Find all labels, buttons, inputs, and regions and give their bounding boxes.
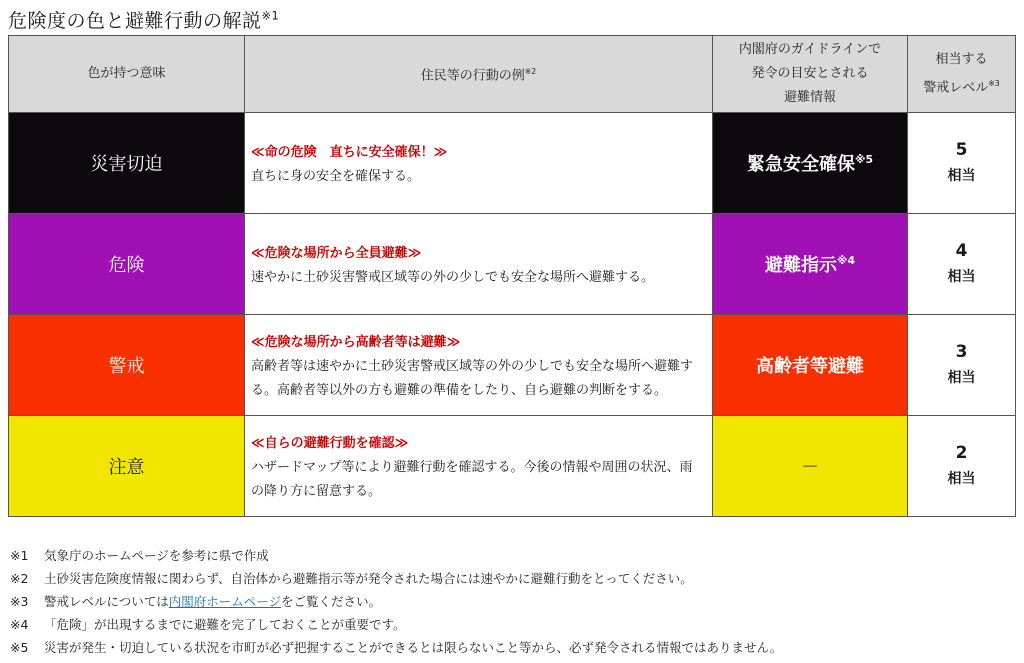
footnote: ※5 災害が発生・切迫している状況を市町が必ず把握することができるとは限らないこと等から、必ず発令される情報ではありません。: [10, 640, 783, 655]
meaning-cell: 危険: [9, 214, 245, 315]
actions-cell: [245, 416, 713, 517]
actions-cell: [245, 214, 713, 315]
footnote: ※2 土砂災害危険度情報に関わらず、自治体から避難指示等が発令された場合には速やかに避難行動をとってください。: [10, 571, 693, 586]
title-text: 危険度の色と避難行動の解説: [8, 10, 262, 32]
footnotes: [10, 544, 782, 659]
header-actions: 住民等の行動の例$^{※2}$: [245, 36, 713, 113]
cabinet-office-homepage-link[interactable]: 内閣府ホームページ: [168, 594, 282, 609]
header-meaning: 色が持つ意味: [9, 36, 245, 113]
action-text: ハザードマップ等により避難行動を確認する。今後の情報や周囲の状況、雨の降り方に留意する。: [251, 460, 693, 499]
meaning-cell: 注意: [9, 416, 245, 517]
action-headline: ≪危険な場所から全員避難≫: [251, 246, 422, 261]
evac-info-cell: －: [713, 416, 908, 517]
header-evacuation-info: 内閣府のガイドラインで 発令の目安とされる 避難情報: [713, 36, 908, 113]
header-alert-level: 相当する 警戒レベル$^{※3}$: [908, 36, 1016, 113]
footnote: ※4 「危険」が出現するまでに避難を完了しておくことが重要です。: [10, 617, 406, 632]
action-text: 高齢者等は速やかに土砂災害警戒区域等の外の少しでも安全な場所へ避難する。高齢者等以外の方も避難の準備をしたり、自ら避難の判断をする。: [251, 359, 694, 398]
alert-level-cell: 3 相当: [908, 315, 1016, 416]
table-row: [9, 113, 1016, 214]
table-header-row: [9, 36, 1016, 113]
meaning-cell: 災害切迫: [9, 113, 245, 214]
title-note-mark: ※1: [261, 8, 280, 23]
evac-info-cell: 避難指示$^{※4}$: [713, 214, 908, 315]
action-headline: ≪自らの避難行動を確認≫: [251, 436, 409, 451]
action-headline: ≪危険な場所から高齢者等は避難≫: [251, 335, 461, 350]
page-title: [8, 6, 279, 33]
table-row: [9, 315, 1016, 416]
alert-level-cell: 2 相当: [908, 416, 1016, 517]
footnote: ※1 気象庁のホームページを参考に県で作成: [10, 548, 269, 563]
actions-cell: [245, 315, 713, 416]
action-text: 速やかに土砂災害警戒区域等の外の少しでも安全な場所へ避難する。: [251, 270, 655, 285]
table-row: [9, 416, 1016, 517]
evac-info-cell: 緊急安全確保$^{※5}$: [713, 113, 908, 214]
table-row: [9, 214, 1016, 315]
risk-color-table: [8, 35, 1016, 517]
footnote: ※3 警戒レベルについては内閣府ホームページをご覧ください。: [10, 594, 382, 609]
meaning-cell: 警戒: [9, 315, 245, 416]
alert-level-cell: 5 相当: [908, 113, 1016, 214]
action-headline: ≪命の危険 直ちに安全確保！≫: [251, 145, 448, 160]
alert-level-cell: 4 相当: [908, 214, 1016, 315]
evac-info-cell: 高齢者等避難: [713, 315, 908, 416]
actions-cell: [245, 113, 713, 214]
action-text: 直ちに身の安全を確保する。: [251, 169, 421, 184]
